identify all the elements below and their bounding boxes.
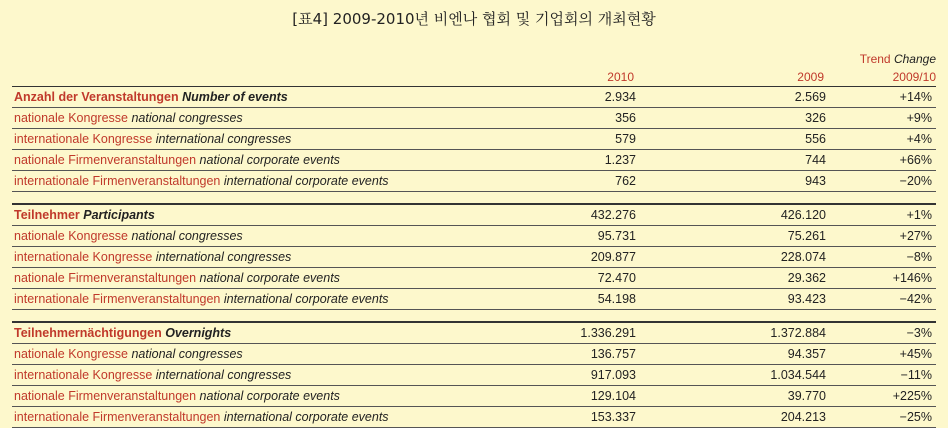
row-label: Anzahl der Veranstaltungen Number of events	[14, 90, 288, 104]
value-2009: 39.770	[787, 389, 826, 403]
value-2009: 94.357	[787, 347, 826, 361]
value-change: −25%	[899, 410, 932, 424]
value-2010: 136.757	[590, 347, 636, 361]
row-label: nationale Kongresse national congresses	[14, 347, 243, 361]
table-row	[12, 386, 936, 407]
row-label: internationale Kongresse international congresses	[14, 250, 292, 264]
value-2009: 556	[805, 132, 826, 146]
table-row	[12, 289, 936, 310]
row-label: nationale Kongresse national congresses	[14, 111, 243, 125]
row-label: internationale Firmenveranstaltungen international corporate events	[14, 410, 389, 424]
table-row	[12, 247, 936, 268]
value-2009: 93.423	[787, 292, 826, 306]
section-header-row	[12, 322, 936, 344]
value-2010: 209.877	[590, 250, 636, 264]
table-row	[12, 108, 936, 129]
row-label: internationale Kongresse international congresses	[14, 132, 292, 146]
table-title: [표4] 2009-2010년 비엔나 협회 및 기업회의 개최현황	[292, 10, 656, 28]
table-row	[12, 407, 936, 428]
row-label: nationale Firmenveranstaltungen national corporate events	[14, 271, 340, 285]
trend-change-header	[820, 52, 936, 66]
section-header-row	[12, 86, 936, 108]
trend-label: Trend	[859, 52, 891, 66]
events-table	[12, 86, 936, 428]
value-change: +27%	[899, 229, 932, 243]
value-change: +66%	[899, 153, 932, 167]
value-2009: 943	[805, 174, 826, 188]
table-row	[12, 268, 936, 289]
value-change: −20%	[899, 174, 932, 188]
value-2010: 153.337	[590, 410, 636, 424]
value-2009: 1.034.544	[770, 368, 826, 382]
value-2009: 228.074	[780, 250, 826, 264]
row-label: internationale Firmenveranstaltungen international corporate events	[14, 174, 389, 188]
change-label: Change	[893, 52, 936, 66]
section-participants	[12, 203, 936, 310]
value-2009: 2.569	[794, 90, 826, 104]
row-label: nationale Firmenveranstaltungen national corporate events	[14, 389, 340, 403]
row-label: Teilnehmernächtigungen Overnights	[14, 326, 232, 340]
value-2009: 29.362	[787, 271, 826, 285]
section-overnights	[12, 321, 936, 428]
value-change: +1%	[906, 208, 932, 222]
row-label: Teilnehmer Participants	[14, 208, 155, 222]
section-header-row	[12, 204, 936, 226]
value-2010: 917.093	[590, 368, 636, 382]
value-2010: 579	[615, 132, 636, 146]
value-change: +225%	[892, 389, 932, 403]
value-2010: 2.934	[604, 90, 636, 104]
value-2009: 426.120	[780, 208, 826, 222]
col-header-2009: 2009	[797, 70, 824, 84]
value-2010: 356	[615, 111, 636, 125]
table-row	[12, 150, 936, 171]
col-header-change: 2009/10	[892, 70, 936, 84]
value-2009: 744	[805, 153, 826, 167]
row-label: nationale Kongresse national congresses	[14, 229, 243, 243]
row-label: nationale Firmenveranstaltungen national corporate events	[14, 153, 340, 167]
table-row	[12, 129, 936, 150]
value-change: −8%	[906, 250, 932, 264]
table-row	[12, 171, 936, 192]
value-2010: 1.336.291	[580, 326, 636, 340]
value-2010: 95.731	[597, 229, 636, 243]
value-change: −11%	[900, 368, 932, 382]
value-change: −3%	[906, 326, 932, 340]
value-change: +9%	[906, 111, 932, 125]
table-row	[12, 344, 936, 365]
value-2010: 762	[615, 174, 636, 188]
table-row	[12, 365, 936, 386]
value-2010: 1.237	[604, 153, 636, 167]
col-header-2010: 2010	[607, 70, 634, 84]
value-2009: 204.213	[780, 410, 826, 424]
section-events	[12, 86, 936, 192]
value-2010: 129.104	[590, 389, 636, 403]
row-label: internationale Firmenveranstaltungen international corporate events	[14, 292, 389, 306]
value-change: +146%	[892, 271, 932, 285]
value-2009: 75.261	[787, 229, 826, 243]
value-2009: 326	[805, 111, 826, 125]
value-2010: 72.470	[597, 271, 636, 285]
value-change: −42%	[899, 292, 932, 306]
value-2009: 1.372.884	[770, 326, 826, 340]
value-change: +4%	[906, 132, 932, 146]
table-row	[12, 226, 936, 247]
value-2010: 54.198	[597, 292, 636, 306]
value-change: +45%	[899, 347, 932, 361]
value-change: +14%	[899, 90, 932, 104]
value-2010: 432.276	[590, 208, 636, 222]
row-label: internationale Kongresse international congresses	[14, 368, 292, 382]
